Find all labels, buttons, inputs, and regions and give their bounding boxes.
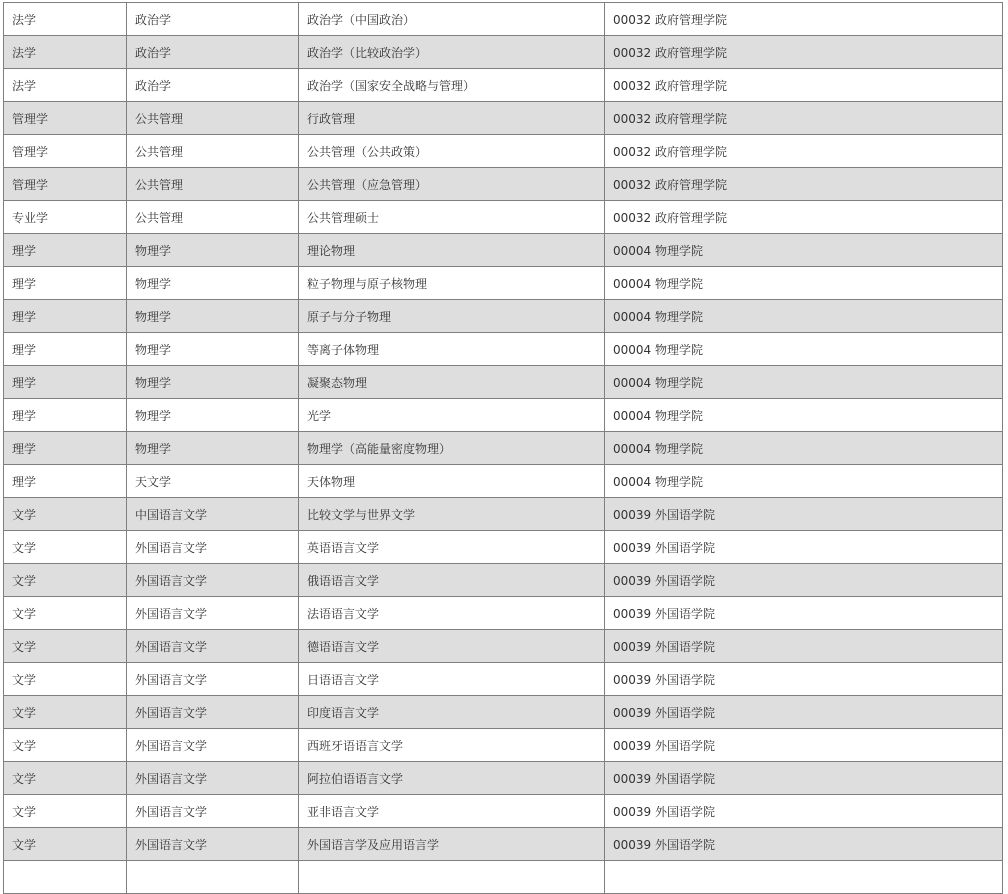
major-cell: 外国语言学及应用语言学 [299, 828, 605, 861]
category-cell: 文学 [4, 663, 127, 696]
discipline-cell: 外国语言文学 [127, 663, 299, 696]
college-cell: 00039 外国语学院 [605, 564, 1003, 597]
discipline-cell: 物理学 [127, 333, 299, 366]
category-cell: 专业学 [4, 201, 127, 234]
college-cell: 00039 外国语学院 [605, 531, 1003, 564]
major-cell: 天体物理 [299, 465, 605, 498]
category-cell: 文学 [4, 762, 127, 795]
discipline-cell [127, 861, 299, 894]
college-cell: 00004 物理学院 [605, 267, 1003, 300]
college-cell: 00032 政府管理学院 [605, 36, 1003, 69]
category-cell: 文学 [4, 828, 127, 861]
category-cell [4, 861, 127, 894]
major-cell: 俄语语言文学 [299, 564, 605, 597]
discipline-cell: 中国语言文学 [127, 498, 299, 531]
table-row [4, 762, 1003, 795]
major-cell: 公共管理（公共政策） [299, 135, 605, 168]
table-row [4, 465, 1003, 498]
college-cell: 00004 物理学院 [605, 234, 1003, 267]
table-row [4, 597, 1003, 630]
discipline-cell: 物理学 [127, 432, 299, 465]
college-cell: 00004 物理学院 [605, 432, 1003, 465]
discipline-cell: 外国语言文学 [127, 828, 299, 861]
table-row [4, 861, 1003, 894]
table-row [4, 300, 1003, 333]
major-cell: 法语语言文学 [299, 597, 605, 630]
college-cell: 00032 政府管理学院 [605, 201, 1003, 234]
major-cell: 理论物理 [299, 234, 605, 267]
college-cell: 00004 物理学院 [605, 399, 1003, 432]
table-row [4, 795, 1003, 828]
discipline-cell: 外国语言文学 [127, 630, 299, 663]
category-cell: 管理学 [4, 168, 127, 201]
table-row [4, 102, 1003, 135]
table-row [4, 201, 1003, 234]
college-cell: 00039 外国语学院 [605, 597, 1003, 630]
discipline-cell: 政治学 [127, 36, 299, 69]
category-cell: 文学 [4, 729, 127, 762]
discipline-cell: 政治学 [127, 3, 299, 36]
college-cell: 00004 物理学院 [605, 366, 1003, 399]
major-cell: 等离子体物理 [299, 333, 605, 366]
table-row [4, 36, 1003, 69]
major-cell: 光学 [299, 399, 605, 432]
major-cell: 政治学（比较政治学） [299, 36, 605, 69]
major-cell: 亚非语言文学 [299, 795, 605, 828]
major-cell: 英语语言文学 [299, 531, 605, 564]
category-cell: 管理学 [4, 102, 127, 135]
major-cell: 凝聚态物理 [299, 366, 605, 399]
category-cell: 法学 [4, 36, 127, 69]
table-row [4, 498, 1003, 531]
college-cell: 00032 政府管理学院 [605, 69, 1003, 102]
discipline-cell: 政治学 [127, 69, 299, 102]
program-table-body [4, 3, 1003, 894]
category-cell: 管理学 [4, 135, 127, 168]
table-row [4, 531, 1003, 564]
category-cell: 文学 [4, 696, 127, 729]
discipline-cell: 公共管理 [127, 102, 299, 135]
category-cell: 理学 [4, 333, 127, 366]
category-cell: 理学 [4, 432, 127, 465]
college-cell: 00039 外国语学院 [605, 762, 1003, 795]
college-cell: 00032 政府管理学院 [605, 102, 1003, 135]
college-cell: 00032 政府管理学院 [605, 3, 1003, 36]
major-cell: 政治学（中国政治） [299, 3, 605, 36]
discipline-cell: 外国语言文学 [127, 564, 299, 597]
table-row [4, 564, 1003, 597]
major-cell: 原子与分子物理 [299, 300, 605, 333]
college-cell: 00004 物理学院 [605, 465, 1003, 498]
college-cell: 00039 外国语学院 [605, 630, 1003, 663]
discipline-cell: 物理学 [127, 267, 299, 300]
category-cell: 理学 [4, 399, 127, 432]
college-cell: 00039 外国语学院 [605, 696, 1003, 729]
table-row [4, 696, 1003, 729]
category-cell: 理学 [4, 465, 127, 498]
table-row [4, 267, 1003, 300]
category-cell: 理学 [4, 234, 127, 267]
major-cell: 粒子物理与原子核物理 [299, 267, 605, 300]
college-cell: 00004 物理学院 [605, 300, 1003, 333]
discipline-cell: 外国语言文学 [127, 795, 299, 828]
discipline-cell: 天文学 [127, 465, 299, 498]
category-cell: 文学 [4, 597, 127, 630]
major-cell: 公共管理硕士 [299, 201, 605, 234]
table-row [4, 663, 1003, 696]
category-cell: 文学 [4, 630, 127, 663]
discipline-cell: 公共管理 [127, 168, 299, 201]
major-cell: 印度语言文学 [299, 696, 605, 729]
college-cell: 00004 物理学院 [605, 333, 1003, 366]
table-row [4, 69, 1003, 102]
category-cell: 法学 [4, 3, 127, 36]
major-cell: 公共管理（应急管理） [299, 168, 605, 201]
college-cell: 00039 外国语学院 [605, 729, 1003, 762]
category-cell: 理学 [4, 300, 127, 333]
discipline-cell: 公共管理 [127, 135, 299, 168]
major-cell [299, 861, 605, 894]
college-cell: 00032 政府管理学院 [605, 168, 1003, 201]
table-row [4, 366, 1003, 399]
discipline-cell: 公共管理 [127, 201, 299, 234]
table-row [4, 3, 1003, 36]
discipline-cell: 物理学 [127, 366, 299, 399]
category-cell: 理学 [4, 366, 127, 399]
category-cell: 法学 [4, 69, 127, 102]
major-cell: 政治学（国家安全战略与管理） [299, 69, 605, 102]
college-cell [605, 861, 1003, 894]
table-row [4, 168, 1003, 201]
category-cell: 理学 [4, 267, 127, 300]
major-cell: 行政管理 [299, 102, 605, 135]
table-row [4, 399, 1003, 432]
table-row [4, 333, 1003, 366]
discipline-cell: 物理学 [127, 234, 299, 267]
discipline-cell: 物理学 [127, 399, 299, 432]
college-cell: 00039 外国语学院 [605, 828, 1003, 861]
major-cell: 物理学（高能量密度物理） [299, 432, 605, 465]
major-cell: 德语语言文学 [299, 630, 605, 663]
major-cell: 日语语言文学 [299, 663, 605, 696]
table-row [4, 234, 1003, 267]
table-row [4, 729, 1003, 762]
table-row [4, 630, 1003, 663]
college-cell: 00039 外国语学院 [605, 663, 1003, 696]
college-cell: 00039 外国语学院 [605, 795, 1003, 828]
major-cell: 比较文学与世界文学 [299, 498, 605, 531]
major-cell: 西班牙语语言文学 [299, 729, 605, 762]
category-cell: 文学 [4, 498, 127, 531]
table-row [4, 828, 1003, 861]
discipline-cell: 物理学 [127, 300, 299, 333]
discipline-cell: 外国语言文学 [127, 762, 299, 795]
discipline-cell: 外国语言文学 [127, 597, 299, 630]
category-cell: 文学 [4, 531, 127, 564]
program-table [3, 2, 1003, 894]
college-cell: 00032 政府管理学院 [605, 135, 1003, 168]
table-row [4, 135, 1003, 168]
category-cell: 文学 [4, 564, 127, 597]
discipline-cell: 外国语言文学 [127, 696, 299, 729]
discipline-cell: 外国语言文学 [127, 729, 299, 762]
major-cell: 阿拉伯语语言文学 [299, 762, 605, 795]
discipline-cell: 外国语言文学 [127, 531, 299, 564]
category-cell: 文学 [4, 795, 127, 828]
college-cell: 00039 外国语学院 [605, 498, 1003, 531]
table-row [4, 432, 1003, 465]
